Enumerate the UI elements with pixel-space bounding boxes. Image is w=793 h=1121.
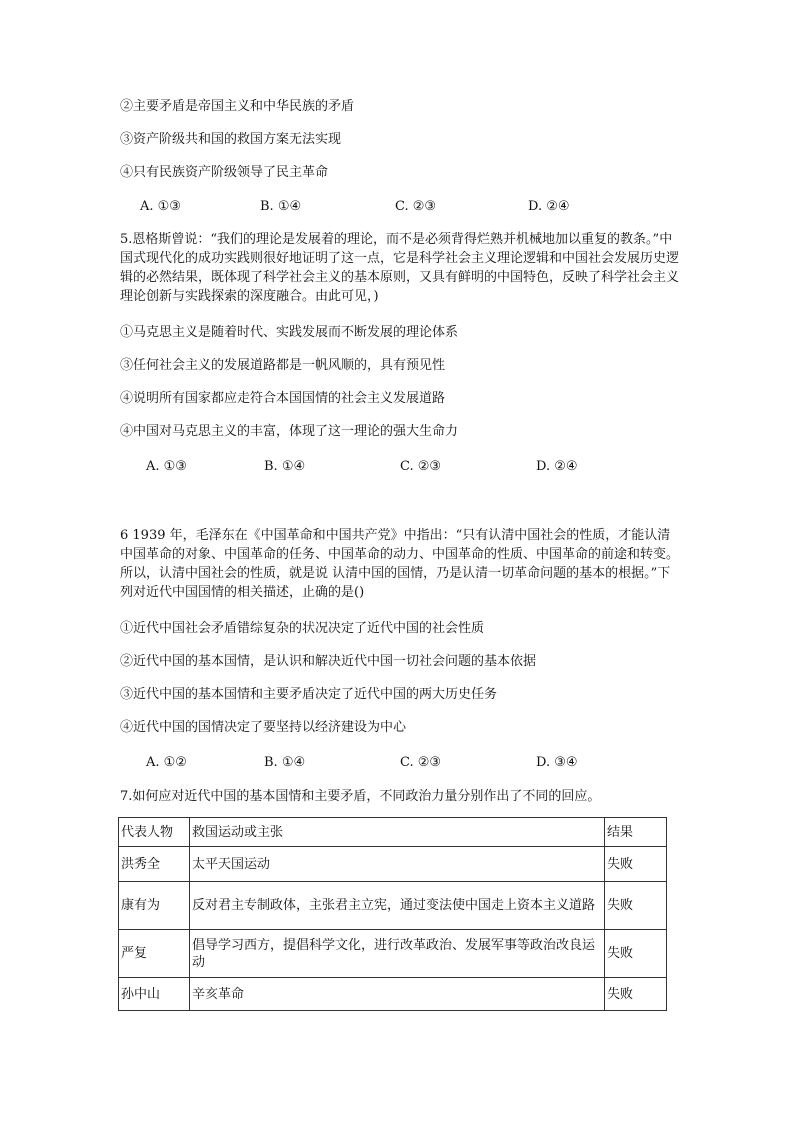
q6-stem: 6 1939 年，毛泽东在《中国革命和中国共产党》中指出：“只有认清中国社会的性质，才能认清中国革命的对象、中国革命的任务、中国革命的动力、中国革命的性质、中国革命的前途和转变。所以，认清中国社会的性质，就是说 认清中国的国情，乃是认清一切革命问题的基本的根据。”下列对近代中国国情的相关描述，止确的是() [120,528,680,600]
q4-options [140,199,700,217]
q6-option-a: A. ①② [146,755,187,770]
q6-options [146,755,706,773]
table-cell: 失败 [605,847,667,882]
q5-option-d: D. ②④ [536,459,578,474]
q4-option-c: C. ②③ [395,199,437,214]
table-header-cell: 结果 [605,818,667,847]
table-cell: 倡导学习西方，提倡科学文化，进行改革政治、发展军事等政治改良运动 [190,930,605,978]
table-cell: 太平天国运动 [190,847,605,882]
q5-item-1: ①马克思主义是随着时代、实践发展而不断发展的理论体系 [120,325,459,340]
q5-item-3: ④说明所有国家都应走符合本国国情的社会主义发展道路 [120,391,446,406]
table-cell: 失败 [605,882,667,930]
table-header-row [119,818,667,847]
q4-item-4: ④只有民族资产阶级领导了民主革命 [120,165,329,180]
table-cell: 康有为 [119,882,190,930]
table-row [119,978,667,1011]
q7-stem: 7.如何应对近代中国的基本国情和主要矛盾，不同政治力量分别作出了不同的回应。 [120,789,601,804]
table-header-cell: 代表人物 [119,818,190,847]
q6-option-c: C. ②③ [400,755,442,770]
q5-option-b: B. ①④ [264,459,306,474]
q6-item-2: ②近代中国的基本国情，是认识和解决近代中国一切社会问题的基本依据 [120,654,537,669]
q7-table [118,817,667,1011]
q4-option-b: B. ①④ [260,199,302,214]
q5-stem: 5.恩格斯曾说：“我们的理论是发展着的理论，而不是必须背得烂熟并机械地加以重复的教条。”中国式现代化的成功实践则很好地证明了这一点，它是科学社会主义理论逻辑和中国社会发展历史逻辑的必然结果，既体现了科学社会主义的基本原则，又具有鲜明的中国特色，反映了科学社会主义理论创新与实践探索的深度融合。由此可见，) [120,232,680,304]
q6-item-3: ③近代中国的基本国情和主要矛盾决定了近代中国的两大历史任务 [120,687,498,702]
q6-option-d: D. ③④ [536,755,578,770]
table-header-cell: 救国运动或主张 [190,818,605,847]
table-cell: 严复 [119,930,190,978]
table-cell: 失败 [605,930,667,978]
table-row [119,930,667,978]
q4-item-2: ②主要矛盾是帝国主义和中华民族的矛盾 [120,99,355,114]
q5-item-4: ④中国对马克思主义的丰富，体现了这一理论的强大生命力 [120,424,459,439]
table-cell: 辛亥革命 [190,978,605,1011]
q5-option-a: A. ①③ [146,459,187,474]
q5-options [146,459,706,477]
q5-item-2: ③任何社会主义的发展道路都是一帆风顺的，具有预见性 [120,358,446,373]
table-cell: 孙中山 [119,978,190,1011]
q6-item-1: ①近代中国社会矛盾错综复杂的状况决定了近代中国的社会性质 [120,621,485,636]
table-row [119,882,667,930]
q4-option-a: A. ①③ [140,199,181,214]
q4-item-3: ③资产阶级共和国的救国方案无法实现 [120,132,342,147]
q6-option-b: B. ①④ [264,755,306,770]
q5-option-c: C. ②③ [400,459,442,474]
table-cell: 反对君主专制政体，主张君主立宪，通过变法使中国走上资本主义道路 [190,882,605,930]
q4-option-d: D. ②④ [528,199,570,214]
table-cell: 失败 [605,978,667,1011]
table-row [119,847,667,882]
q6-item-4: ④近代中国的国情决定了要坚持以经济建设为中心 [120,720,407,735]
table-cell: 洪秀全 [119,847,190,882]
